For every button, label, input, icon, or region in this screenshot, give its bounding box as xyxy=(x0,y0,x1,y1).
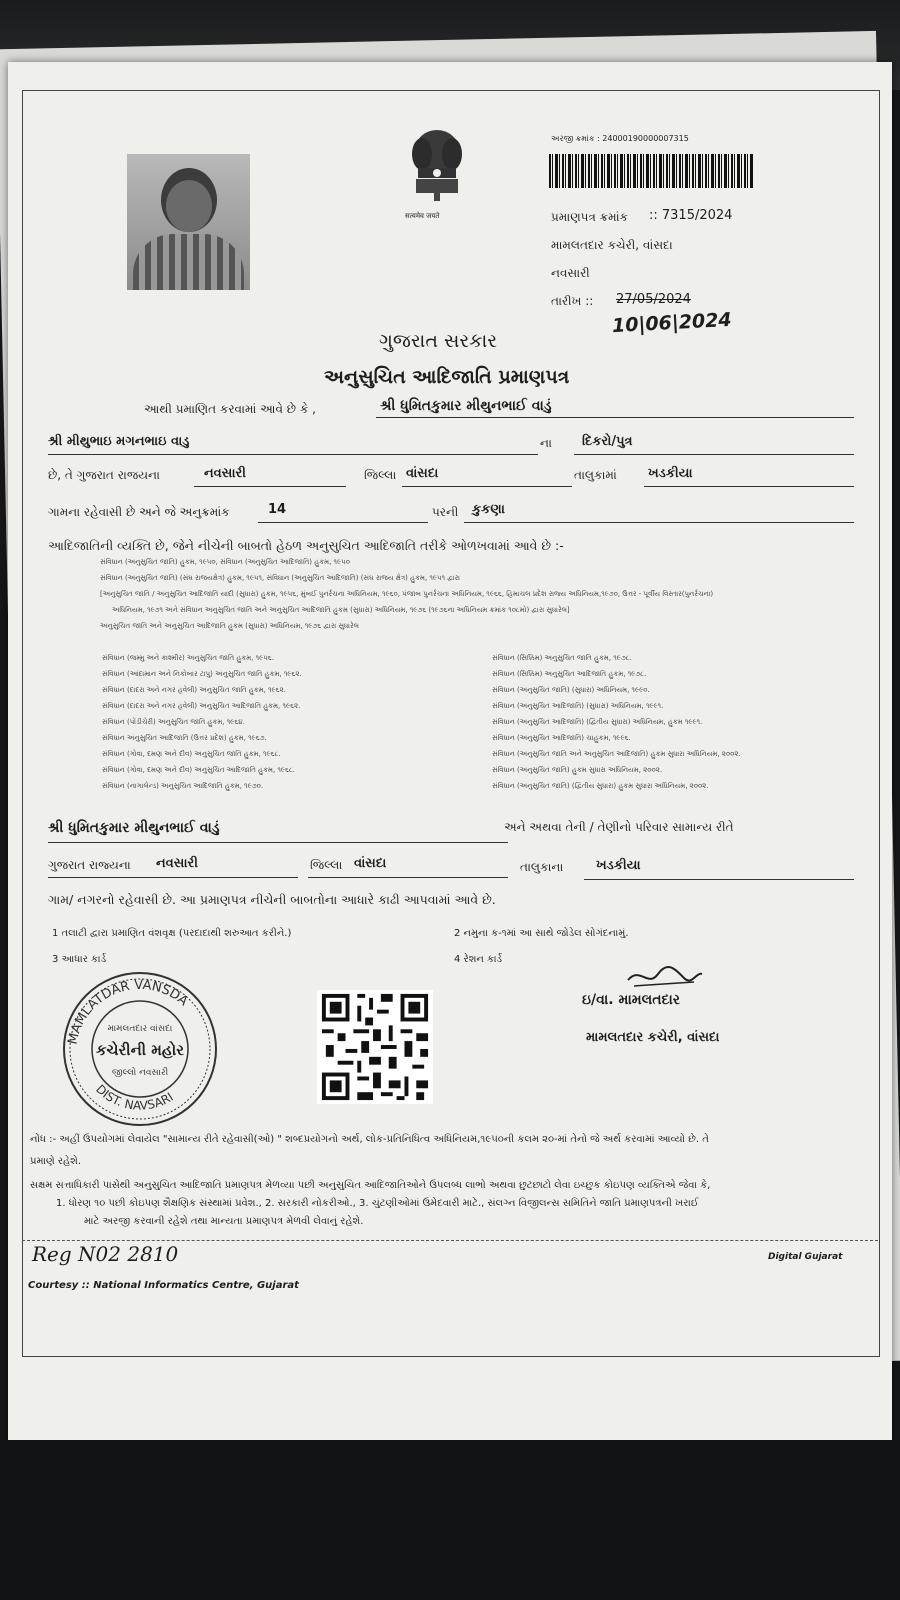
basis-text: ગામ/ નગરનો રહેવાસી છે. આ પ્રમાણપત્ર નીચેની બાબતોના આધારે કાઢી આપવામાં આવે છે. xyxy=(48,892,496,907)
courtesy-note: Courtesy :: National Informatics Centre, Gujarat xyxy=(28,1280,299,1291)
emblem-motto: सत्यमेव जयते xyxy=(405,212,440,220)
resident-text: ગામના રહેવાસી છે અને જે અનુક્રમાંક xyxy=(48,505,230,519)
document-item: 4 રેશન કાર્ડ xyxy=(454,954,503,965)
national-emblem-icon xyxy=(402,124,472,219)
order-right: સંવિધાન (અનુસુચિત જાતિ) (સુધારા) અધિનિયમ, ૧૯૯૦. xyxy=(492,686,650,694)
district-value: નવસારી xyxy=(204,466,246,481)
order-right: સંવિધાન (અનુસુચિત આદિજાતિ) (દ્વિતીય સુધારા) અધિનિયમ, હુકમ ૧૯૯૧. xyxy=(492,718,703,726)
order-right: સંવિધાન (સિક્કિમ) અનુસુચિત જાતિ હુકમ, ૧૯૭૮. xyxy=(492,654,632,662)
district-label: જિલ્લા xyxy=(364,468,397,482)
officer-signature xyxy=(624,962,704,992)
relation-underline xyxy=(574,454,854,455)
relation-connector: ના xyxy=(540,436,552,450)
order-left: સંવિધાન (દાદરા અને નગર હવેલી) અનુસુચિત આદિજાતિ હુકમ, ૧૯૬૨. xyxy=(102,702,301,710)
government-title: ગુજરાત સરકાર xyxy=(379,330,498,352)
village-value-2: ખડકીયા xyxy=(596,858,641,873)
note-line: નોંધ :- અહીં ઉપયોગમાં લેવાયેલ "સામાન્ય રીતે રહેવાસી(ઓ) " શબ્દપ્રયોગનો અર્થ, લોક-પ્રતિનિધિત્વ અધિનિયમ,૧૯૫૦ની કલમ ૨૦-માં તેનો જે અર્થ કરવામાં આવ્યો છે. તે xyxy=(30,1134,709,1145)
note-line: માટે અરજી કરવાની રહેશે તથા માન્યતા પ્રમાણપત્ર મેળવી લેવાનું રહેશે. xyxy=(84,1216,364,1227)
issuing-district: નવસારી xyxy=(551,266,590,280)
taluka-label-2: તાલુકાના xyxy=(520,860,564,874)
certificate-paper xyxy=(8,62,892,1447)
certify-lead: આથી પ્રમાણિત કરવામાં આવે છે કે , xyxy=(144,402,316,416)
taluka-value-2: વાંસદા xyxy=(354,856,387,871)
seal-outer-bottom: DIST. NAVSARI xyxy=(93,1081,176,1113)
name-underline xyxy=(376,417,854,418)
certificate-number-label: પ્રમાણપત્ર ક્રમાંક xyxy=(551,210,629,224)
digital-gujarat-mark: Digital Gujarat xyxy=(768,1252,843,1262)
taluka-label: તાલુકામાં xyxy=(574,468,617,482)
qr-code xyxy=(317,990,433,1104)
signature-title: ઇ/વા. મામલતદાર xyxy=(582,992,681,1008)
taluka-2-underline xyxy=(308,877,508,878)
order-left: સંવિધાન (ગોવા, દમણ અને દીવ) અનુસુચિત આદિજાતિ હુકમ, ૧૯૬૮. xyxy=(102,766,296,774)
certificate-title: અનુસુચિત આદિજાતિ પ્રમાણપત્ર xyxy=(324,366,570,388)
tribe-value: કુકણા xyxy=(472,502,505,517)
order-left: સંવિધાન (ગોવા, દમણ અને દીવ) અનુસુચિત જાતિ હુકમ, ૧૯૬૮. xyxy=(102,750,281,758)
state-label-2: ગુજરાત રાજ્યના xyxy=(48,858,131,872)
order-left: સંવિધાન (આંદામાન અને નિકોબાર ટાપુ) અનુસુચિત જાતિ હુકમ, ૧૯૬૨. xyxy=(102,670,302,678)
order-left: સંવિધાન (જમ્મુ અને કાશ્મીર) અનુસુચિત જાતિ હુકમ, ૧૯૫૬. xyxy=(102,654,274,662)
order-right: સંવિધાન (સિક્કિમ) અનુસુચિત આદિજાતિ હુકમ, ૧૯૭૮. xyxy=(492,670,647,678)
applicant-photo xyxy=(127,154,250,290)
district-2-underline xyxy=(48,877,298,878)
order-right: સંવિધાન (અનુસુચિત જાતિ) હુકમ સુધારા અધિનિયમ, ૨૦૦૨. xyxy=(492,766,663,774)
law-line: સંવિધાન (અનુસુચિત જાતિ) (સંઘ રાજયક્ષેત્ર) હુકમ, ૧૯૫૧, સંવિધાન (અનુસુચિત આદિજાતિ) (સંઘ રાજય ક્ષેત્ર) હુકમ, ૧૯૫૧ દ્વારા xyxy=(100,574,461,582)
photo-shirt xyxy=(133,234,244,290)
father-underline xyxy=(48,454,538,455)
seal-center: કચેરીની મહોર xyxy=(95,1041,185,1059)
document-item: 1 તલાટી દ્વારા પ્રમાણિત વંશવૃક્ષ (પરદાદાથી શરુઆત કરીને.) xyxy=(52,928,292,939)
background-bottom xyxy=(0,1440,900,1600)
law-line: સંવિધાન (અનુસુચિત જાતિ) હુકમ, ૧૯૫૦, સંવિધાન (અનુસુચિત આદિજાતિ) હુકમ, ૧૯૫૦ xyxy=(100,558,350,566)
printed-date: 27/05/2024 xyxy=(616,292,691,307)
village-underline xyxy=(644,486,854,487)
taluka-underline xyxy=(402,486,572,487)
photo-face xyxy=(166,180,212,232)
relation-value: દિકરો/પુત્ર xyxy=(582,434,633,449)
date-label: તારીખ :: xyxy=(551,294,594,308)
serial-underline xyxy=(258,522,428,523)
order-left: સંવિધાન (નાગાલેન્ડ) અનુસુચિત આદિજાતિ હુકમ, ૧૯૭૦. xyxy=(102,782,264,790)
application-number: અરજી ક્રમાંક : 24000190000007315 xyxy=(551,134,689,143)
father-name: શ્રી મીથુભાઇ મગનભાઇ વાડુ xyxy=(48,434,190,449)
tribal-statement: આદિજાતિની વ્યક્તિ છે, જેને નીચેની બાબતો હેઠળ અનુસુચિત આદિજાતિ તરીકે ઓળખવામાં આવે છે :- xyxy=(48,538,564,553)
seal-inner: મામલતદાર વાંસદા xyxy=(107,1024,173,1034)
signature-office: મામલતદાર કચેરી, વાંસદા xyxy=(586,1030,720,1045)
village-2-underline xyxy=(584,879,854,880)
tribe-label: પરની xyxy=(432,505,459,519)
order-right: સંવિધાન (અનુસુચિત જાતિ અને અનુસુચિત આદિજાતિ) હુકમ સુધારા અધિનિયમ, ૨૦૦૨. xyxy=(492,750,741,758)
law-line: અધિનિયમ, ૧૯૭૧ અને સંવિધાન અનુસુચિત જાતિ અને અનુસુચિત આદિજાતિ હુકમ (સુધારા) અધિનિયમ, ૧૯૭૬ (૧૯૭૬ના અધિનિયમ ક્રમાંક ૧૦૮મો) દ્વારા સુધારેલ] xyxy=(112,606,570,614)
district-label-2: જિલ્લા xyxy=(310,858,343,872)
state-prefix: છે, તે ગુજરાત રાજયના xyxy=(48,468,160,482)
seal-outer-top: MAMLATDAR VANSDA xyxy=(65,977,191,1046)
taluka-value: વાંસદા xyxy=(406,466,439,481)
tribe-underline xyxy=(464,522,854,523)
certificate-number: :: 7315/2024 xyxy=(649,208,733,223)
note-line: પ્રમાણે રહેશે. xyxy=(30,1156,82,1167)
name-repeat-underline xyxy=(48,842,508,843)
order-right: સંવિધાન (અનુસુચિત આદિજાતિ) (સુધારા) અધિનિયમ, ૧૯૯૧. xyxy=(492,702,664,710)
document-item: 2 નમુના ક-૧માં આ સાથે જોડેલ સોગંદનામું. xyxy=(454,928,629,939)
note-line: સક્ષમ સત્તાધિકારી પાસેથી અનુસુચિત આદિજાતિ પ્રમાણપત્ર મેળવ્યા પછી અનુસુચિત આદિજાતિઓને ઉપલબ્ધ લાભો અથવા છુટછાટો લેવા ઇચ્છુક કોઇપણ વ્યક્તિએ જેવા કે, xyxy=(30,1180,711,1191)
serial-number: 14 xyxy=(268,502,287,517)
applicant-name: શ્રી ધુમિતકુમાર મીથુનભાઈ વાડું xyxy=(380,398,552,414)
order-right: સંવિધાન (અનુસુચિત જાતિ) (દ્વિતીય સુધારા) હુકમ સુધારા અધિનિયમ, ૨૦૦૨. xyxy=(492,782,709,790)
law-line: અનુસુચિત જાતિ અને અનુસુચિત આદિજાતિ હુકમ (સુધારા) અધિનિયમ, ૧૯૭૬ દ્વારા સુધારેલ xyxy=(100,622,359,630)
applicant-name-repeat: શ્રી ધુમિતકુમાર મીથુનભાઈ વાડું xyxy=(48,820,220,836)
application-barcode xyxy=(549,154,754,188)
district-underline xyxy=(194,486,346,487)
order-left: સંવિધાન (પોંડીચેરી) અનુસુચિત જાતિ હુકમ, ૧૯૬૪. xyxy=(102,718,245,726)
footer-divider xyxy=(22,1240,878,1241)
document-item: 3 આધાર કાર્ડ xyxy=(52,954,107,965)
order-right: સંવિધાન (અનુસુચિત આદિજાતિ) ચાહુકમ, ૧૯૯૬. xyxy=(492,734,631,742)
order-left: સંવિધાન અનુસુચિત આદિજાતિ (ઉત્તર પ્રદેશ) હુકમ, ૧૯૬૭. xyxy=(102,734,267,742)
district-value-2: નવસારી xyxy=(156,856,198,871)
handwritten-reg-note: Reg N02 2810 xyxy=(32,1242,179,1266)
village-value: ખડકીયા xyxy=(648,466,693,481)
law-line: [અનુસુચિત જાતિ / અનુસુચિત આદિજાતિ યાદી (સુધારા) હુકમ, ૧૯૫૬, મુંબઈ પુનર્રચના અધિનિયમ, ૧૯૬૦, પંજાબ પુનર્રચના અધિનિયમ, ૧૯૬૬, હિમાચલ પ્રદેશ રાજ્ય અધિનિયમ,૧૯૭૦, ઉત્તર - પૂર્વીય વિસ્તાર(પુનર્રચના) xyxy=(100,590,714,598)
note-line: 1. ધોરણ ૧૦ પછી કોઇપણ શૈક્ષણિક સંસ્થામાં પ્રવેશ., 2. સરકારી નોકરીઓ., 3. ચુંટણીઓમાં ઉમેદવારી માટે., સંલગ્ન વિજીલન્સ સમિતિને જાતિ પ્રમાણપત્રની ખરાઈ xyxy=(56,1198,699,1209)
office-seal-stamp xyxy=(56,969,224,1129)
handwritten-date: 10|06|2024 xyxy=(611,308,733,338)
order-left: સંવિધાન (દાદરા અને નગર હવેલી) અનુસુચિત જાતિ હુકમ, ૧૯૬૨. xyxy=(102,686,286,694)
issuing-office: મામલતદાર કચેરી, વાંસદા xyxy=(551,238,673,252)
family-text: અને અથવા તેની / તેણીનો પરિવાર સામાન્ય રીતે xyxy=(504,820,734,834)
seal-lower: જીલ્લો નવસારી xyxy=(111,1068,169,1078)
